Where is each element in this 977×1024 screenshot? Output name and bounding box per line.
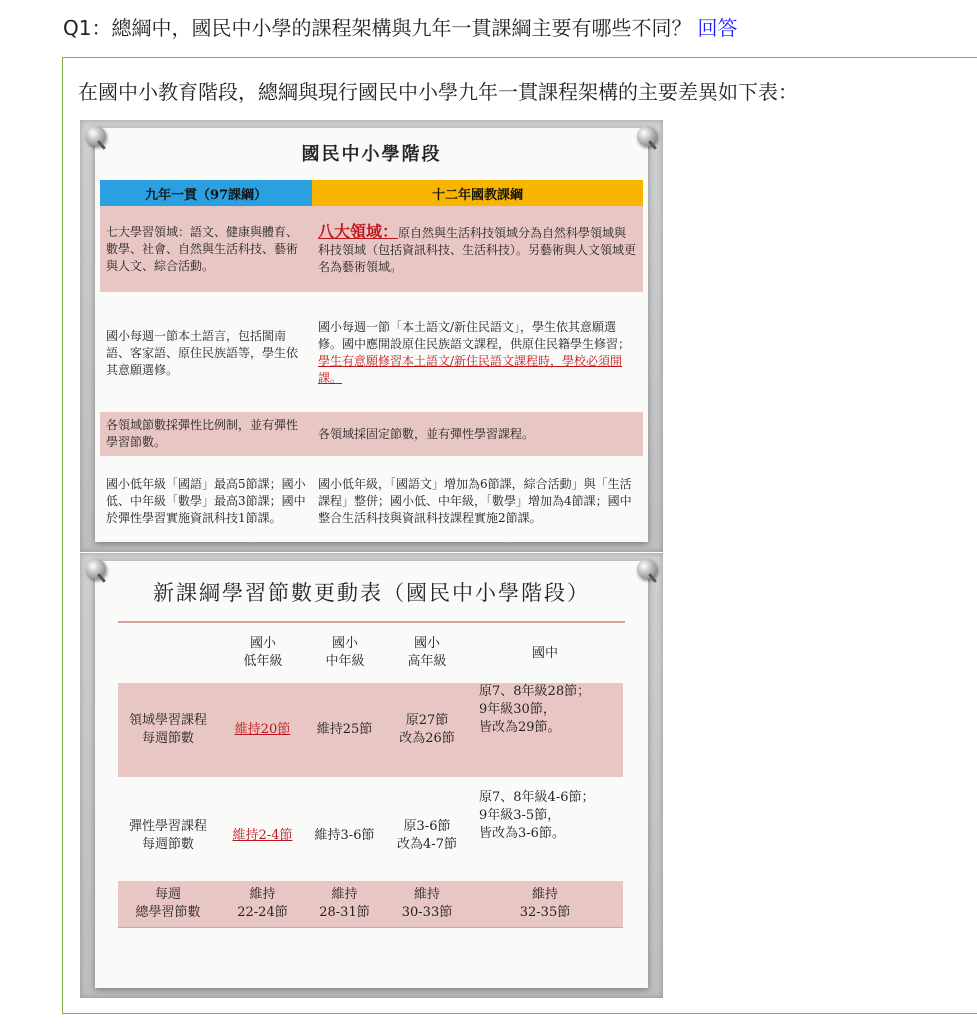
- pushpin-icon: [86, 126, 106, 146]
- header-twelve-year: 十二年國教課綱: [312, 180, 643, 206]
- cell-high: 原27節 改為26節: [399, 713, 455, 746]
- cell-high: 原3-6節 改為4-7節: [397, 819, 457, 852]
- pushpin-icon: [86, 559, 106, 579]
- divider: [118, 927, 623, 928]
- cell-junior-high: 原7、8年級28節； 9年級30節， 皆改為29節。: [479, 684, 591, 735]
- row-label: 每週 總學習節數: [135, 887, 201, 920]
- row-right-text: 各領域採固定節數，並有彈性學習課程。: [318, 426, 535, 441]
- cell-low: 維持 22-24節: [237, 887, 288, 920]
- cell-mid: 維持25節: [316, 722, 373, 737]
- column-header: 國小 低年級: [243, 636, 283, 669]
- row-left-text: 各領域節數採彈性比例制，並有彈性學習節數。: [106, 418, 299, 449]
- answer-intro: 在國中小教育階段，總綱與現行國民中小學九年一貫課程架構的主要差異如下表：: [78, 80, 798, 104]
- cell-mid: 維持3-6節: [314, 828, 375, 843]
- row-left-text: 國小每週一節本土語言，包括閩南語、客家語、原住民族語等，學生依其意願選修。: [106, 328, 299, 377]
- lesson-hours-image: [80, 553, 663, 998]
- comparison-row: [100, 412, 643, 456]
- cell-low: 維持20節: [234, 722, 291, 737]
- row-left-text: 國小低年級「國語」最高5節課；國小低、中年級「數學」最高3節課；國中於彈性學習實施資訊科技1節課。: [106, 476, 306, 525]
- column-header: 國中: [531, 646, 558, 661]
- row-label: 領域學習課程 每週節數: [128, 713, 207, 746]
- question: [63, 12, 737, 41]
- comparison-row: [100, 298, 643, 408]
- row-right-text: 原自然與生活科技領域分為自然科學領域與科技領域（包括資訊科技、生活科技）。另藝術與人文領域更名為藝術領域。: [318, 225, 637, 274]
- cell-junior-high: 維持 32-35節: [519, 887, 571, 920]
- row-label: 彈性學習課程 每週節數: [128, 819, 207, 852]
- cell-mid: 維持 28-31節: [319, 887, 370, 920]
- panel-title: 新課綱學習節數更動表（國民中小學階段）: [153, 581, 590, 605]
- header-nine-year: 九年一貫（97課綱）: [100, 180, 312, 206]
- curriculum-comparison-image: [80, 120, 663, 552]
- row-right-highlight: 八大領域：: [318, 221, 399, 241]
- answer-link[interactable]: 回答: [697, 16, 738, 40]
- comparison-row: [100, 460, 643, 542]
- pushpin-icon: [637, 126, 657, 146]
- lesson-hours-sheet: [95, 561, 648, 988]
- comparison-row: [100, 206, 643, 292]
- row-right-text: 國小低年級，「國語文」增加為6節課，綜合活動」與「生活課程」整併；國小低、中年級，「數學」增加為4節課；國中整合生活科技與資訊科技課程實施2節課。: [318, 476, 632, 525]
- cell-junior-high: 原7、8年級4-6節； 9年級3-5節， 皆改為3-6節。: [479, 790, 595, 841]
- cell-low: 維持2-4節: [232, 828, 293, 843]
- divider: [118, 621, 625, 623]
- cell-high: 維持 30-33節: [401, 887, 453, 920]
- column-header: 國小 高年級: [407, 636, 447, 669]
- row-right-text: 國小每週一節「本土語文/新住民語文」，學生依其意願選修。國中應開設原住民族語文課程，供原住民籍學生修習；: [318, 320, 631, 351]
- column-header: 國小 中年級: [325, 636, 365, 669]
- pushpin-icon: [637, 559, 657, 579]
- row-right-highlight: 學生有意願修習本土語文/新住民語文課程時，學校必須開課。: [318, 354, 623, 385]
- row-left-text: 七大學習領域：語文、健康與體育、數學、社會、自然與生活科技、藝術與人文、綜合活動。: [106, 224, 299, 273]
- question-text: Q1：總綱中，國民中小學的課程架構與九年一貫課綱主要有哪些不同？: [63, 16, 692, 40]
- comparison-sheet: [95, 128, 648, 542]
- panel-title: 國民中小學階段: [301, 144, 442, 165]
